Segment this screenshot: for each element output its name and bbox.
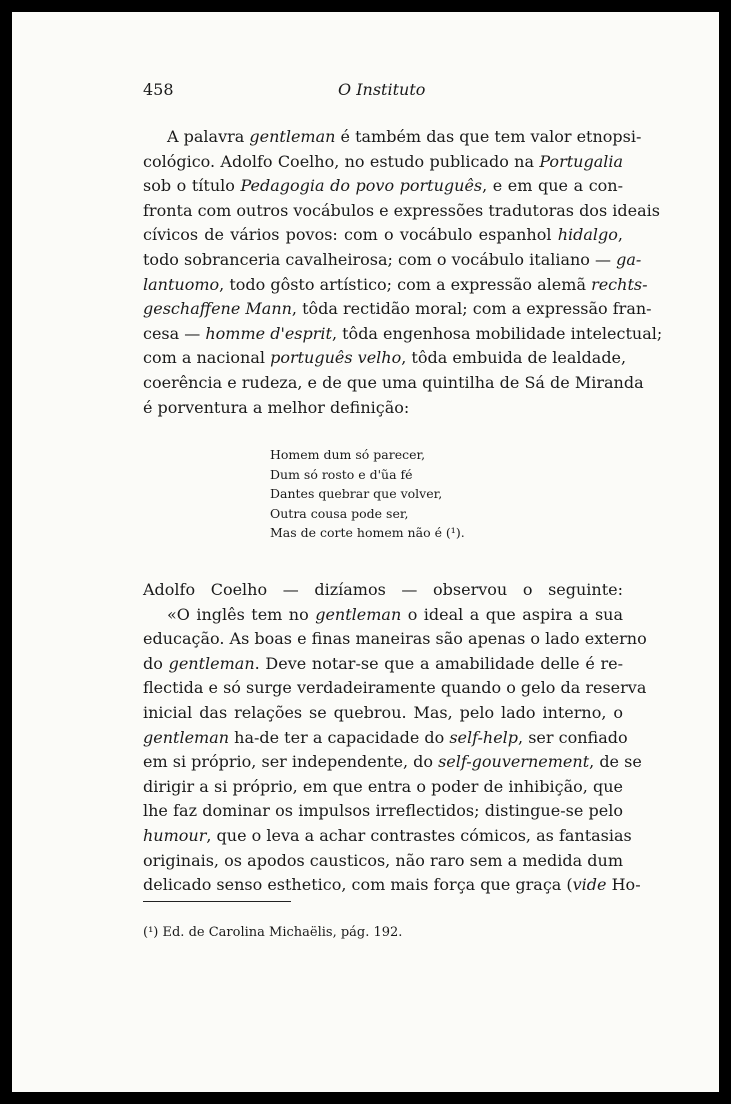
text-run: delicado senso esthetico, com mais força que graça (	[143, 875, 573, 895]
text-line	[143, 603, 623, 628]
text-run: com a nacional	[143, 348, 271, 368]
text-line	[143, 273, 648, 298]
page-number: 458	[143, 80, 174, 99]
italic-term: gentleman	[315, 604, 402, 624]
text-run: , todo gôsto artístico; com a expressão alemã	[219, 274, 592, 294]
italic-term: gentleman	[168, 653, 255, 673]
verse-line: Dantes quebrar que volver,	[270, 486, 443, 501]
text-run: Adolfo Coelho — dizíamos — observou o seguinte:	[143, 580, 623, 599]
text-line	[143, 775, 623, 800]
italic-term: hidalgo	[557, 225, 618, 245]
page-header	[143, 80, 623, 106]
text-run: dirigir a si próprio, em que entra o poder de inhibição, que	[143, 776, 623, 796]
text-run: A palavra	[167, 127, 250, 146]
text-line	[143, 322, 663, 347]
text-run: , que o leva a achar contrastes cómicos, as fantasias	[206, 825, 632, 845]
text-line	[143, 248, 642, 273]
text-line	[143, 297, 652, 322]
text-run: . Deve notar-se que a amabilidade delle é re-	[254, 653, 624, 673]
text-run: flectida e só surge verdadeiramente quando o gelo da reserva	[143, 678, 647, 698]
running-title: O Instituto	[338, 80, 426, 99]
text-run: ,	[617, 225, 623, 245]
text-line	[143, 223, 623, 248]
text-line	[143, 750, 642, 775]
text-run: , de se	[589, 752, 642, 772]
italic-term: vide	[572, 875, 607, 895]
text-run: coerência e rudeza, e de que uma quintilha de Sá de Miranda	[143, 372, 644, 392]
text-line	[143, 849, 623, 874]
text-run: cesa —	[143, 323, 206, 343]
text-run: cológico. Adolfo Coelho, no estudo publicado na	[143, 151, 540, 171]
text-run: , tôda engenhosa mobilidade intelectual;	[331, 323, 663, 343]
text-run: o ideal a que aspira a sua	[401, 604, 623, 624]
italic-term: self-help	[449, 727, 519, 747]
text-line	[143, 873, 641, 898]
text-run: , tôda rectidão moral; com a expressão fran-	[291, 299, 652, 319]
text-run: lhe faz dominar os impulsos irreflectidos; distingue-se pelo	[143, 801, 623, 821]
text-line	[143, 627, 647, 652]
text-run: , tôda embuida de lealdade,	[401, 348, 627, 368]
italic-term: gentleman	[143, 727, 230, 747]
italic-term: ga-	[616, 249, 642, 269]
text-run: é porventura a melhor definição:	[143, 397, 410, 417]
italic-term: Pedagogia do povo português	[240, 176, 483, 196]
text-run: originais, os apodos causticos, não raro sem a medida dum	[143, 850, 623, 870]
italic-term: self-gouvernement	[438, 752, 590, 772]
italic-term: português velho	[270, 348, 402, 368]
text-line	[143, 799, 623, 824]
italic-term: lantuomo	[143, 274, 220, 294]
text-line	[143, 150, 623, 175]
italic-term: humour	[143, 825, 207, 845]
text-line	[143, 578, 623, 603]
italic-term: geschaffene Mann	[143, 299, 292, 319]
text-run: educação. As boas e finas maneiras são apenas o lado externo	[143, 629, 647, 649]
italic-term: gentleman	[249, 127, 336, 146]
text-run: em si próprio, ser independente, do	[143, 752, 439, 772]
text-run: cívicos de vários povos: com o vocábulo espanhol	[143, 225, 558, 245]
text-line	[143, 824, 632, 849]
text-run: é também das que tem valor etnopsi-	[335, 127, 642, 146]
text-run: todo sobranceria cavalheirosa; com o vocábulo italiano —	[143, 249, 617, 269]
italic-term: rechts-	[591, 274, 648, 294]
text-run: sob o título	[143, 176, 241, 196]
text-line	[143, 371, 644, 396]
quintilha-verse	[270, 445, 530, 543]
scanned-page	[12, 12, 719, 1092]
text-line	[143, 346, 627, 371]
paragraph-gentleman-intro	[143, 125, 663, 420]
italic-term: homme d'esprit	[205, 323, 332, 343]
text-line	[143, 396, 623, 421]
text-line	[143, 701, 623, 726]
text-run: , ser confiado	[518, 727, 628, 747]
italic-term: Portugalia	[539, 151, 623, 171]
text-run: «O inglês tem no	[167, 604, 316, 624]
footnote: (¹) Ed. de Carolina Michaëlis, pág. 192.	[143, 925, 403, 940]
text-run: ha-de ter a capacidade do	[229, 727, 450, 747]
text-line	[143, 174, 623, 199]
text-line	[143, 125, 642, 150]
text-line	[143, 676, 647, 701]
verse-line: Mas de corte homem não é (¹).	[270, 525, 465, 540]
text-line	[143, 726, 628, 751]
text-run: Ho-	[606, 875, 641, 895]
paragraph-coelho-quote	[143, 578, 647, 898]
text-run: do	[143, 653, 169, 673]
text-run: fronta com outros vocábulos e expressões tradutoras dos ideais	[143, 200, 660, 220]
text-line	[143, 652, 623, 677]
text-run: inicial das relações se quebrou. Mas, pelo lado interno, o	[143, 702, 623, 722]
text-run: , e em que a con-	[482, 176, 624, 196]
verse-line: Dum só rosto e d'ũa fé	[270, 466, 413, 482]
footnote-divider	[143, 901, 291, 902]
verse-line: Homem dum só parecer,	[270, 447, 426, 462]
text-line	[143, 199, 660, 224]
verse-line: Outra cousa pode ser,	[270, 505, 409, 521]
